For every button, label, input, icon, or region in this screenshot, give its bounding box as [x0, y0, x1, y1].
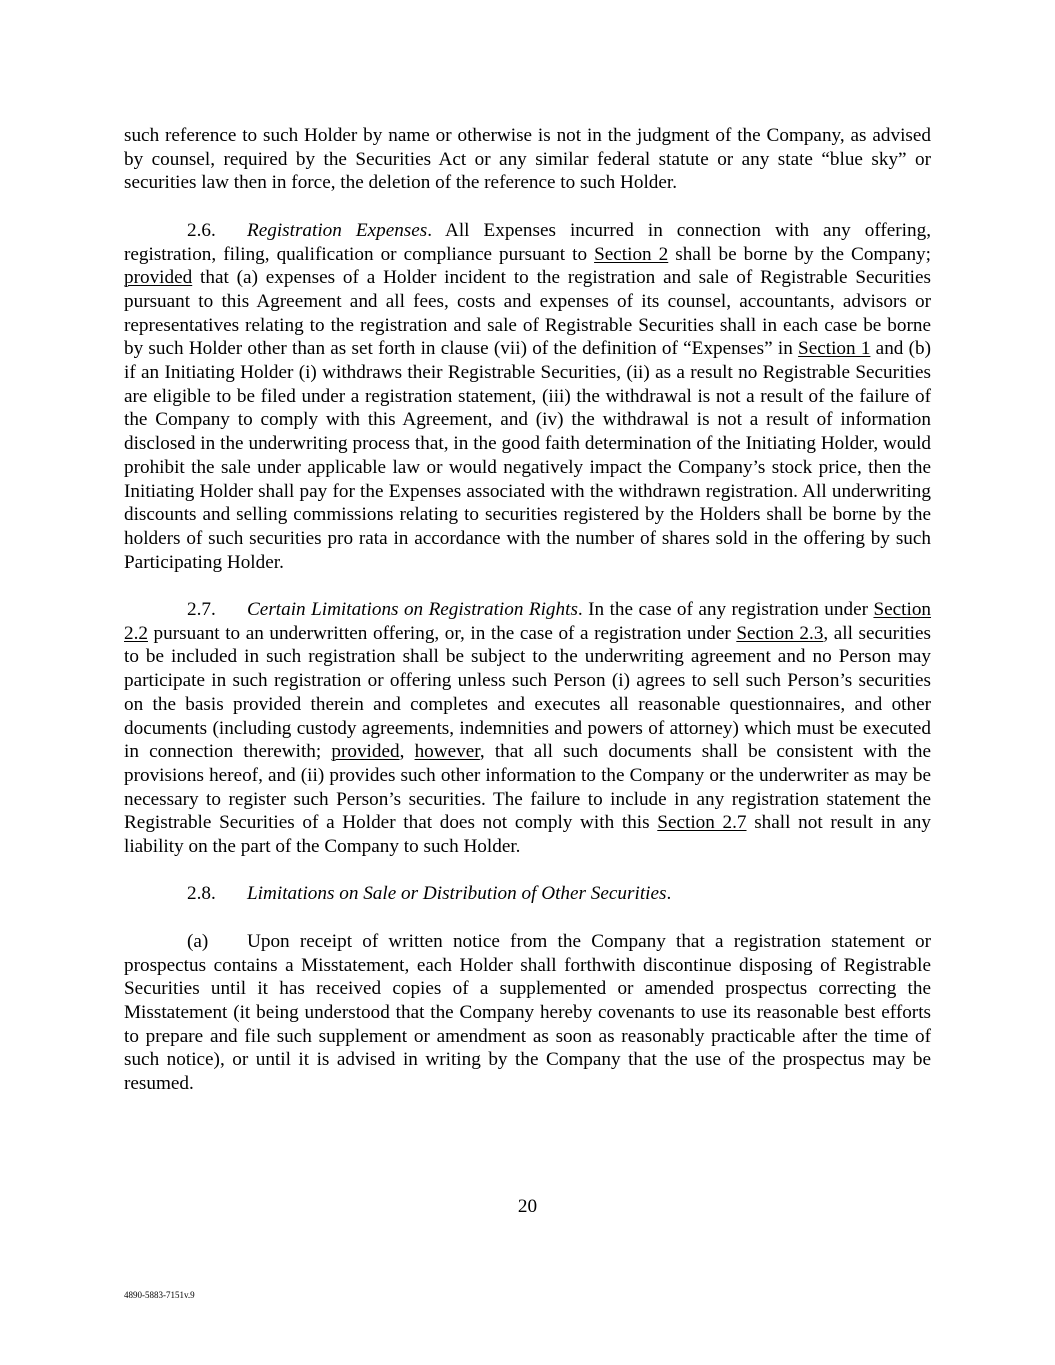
section-2-8-a-text: Upon receipt of written notice from the Company that a registration statement or prospectus contains a Misstatement, each Holder shall forthwith discontinue disposing of Registrable Securities until it has received copies of a supplemented or amended prospectus correcting the Misstatement (it being understood that the Company hereby covenants to use its reasonable best efforts to prepare and file such supplement or amendment as soon as reasonably practicable after the time of such notice), or until it is advised in writing by the Company that the use of the prospectus may be resumed. — [124, 930, 931, 1095]
section-2-7-paragraph — [124, 598, 931, 859]
section-2-6-heading: Registration Expenses — [247, 219, 428, 241]
section-2-7-number: 2.7. — [187, 599, 216, 621]
continuation-text: such reference to such Holder by name or otherwise is not in the judgment of the Company, as advised by counsel, required by the Securities Act or any similar federal statute or any state “blue sky” or securities law then in force, the deletion of the reference to such Holder. — [124, 125, 931, 194]
however-term: however — [414, 741, 480, 763]
section-2-2-reference: Section 2.2 — [124, 599, 932, 644]
section-2-6-text: and (b) if an Initiating Holder (i) withdraws their Registrable Securities, (ii) as a result no Registrable Securities are eligible to be filed under a registration statement, (iii) the withdrawal is not a result of the failure of the Company to comply with this Agreement, and (iv) the withdrawal is not a result of information disclosed in the underwriting process that, in the good faith determination of the Initiating Holder, would prohibit the sale under applicable law or would negatively impact the Company’s stock price, then the Initiating Holder shall pay for the Expenses associated with the withdrawn registration. All underwriting discounts and selling commissions relating to securities registered by the Holders shall be borne by the holders of such securities pro rata in accordance with the number of shares sold in the offering by such Participating Holder. — [124, 338, 931, 573]
section-2-7-text: shall not result in any liability on the part of the Company to such Holder. — [124, 812, 931, 858]
section-2-8-paragraph — [124, 882, 931, 906]
section-2-6-text: shall be borne by the Company; — [668, 243, 931, 265]
section-2-8-tail: . — [666, 883, 672, 905]
section-2-7-text: pursuant to an underwritten offering, or, in the case of a registration under — [147, 622, 737, 644]
section-2-8-a-label: (a) — [187, 930, 209, 952]
section-2-7-text: , all securities to be included in such registration shall be subject to the underwriting agreement and no Person may participate in such registration or offering unless such Person (i) agrees to sell such Person’s securities on the basis provided therein and completes and executes all reasonable questionnaires, and other documents (including custody agreements, indemnities and powers of attorney) which must be executed in connection therewith; — [124, 622, 931, 763]
section-2-7-heading: Certain Limitations on Registration Rights — [247, 599, 578, 621]
section-1-reference: Section 1 — [798, 338, 871, 360]
section-2-7-reference: Section 2.7 — [657, 812, 747, 834]
provided-term: provided — [331, 741, 400, 763]
document-body — [124, 124, 931, 1119]
section-2-8-a-paragraph — [124, 930, 931, 1096]
section-2-7-text: , — [399, 741, 415, 763]
section-2-reference: Section 2 — [594, 243, 669, 265]
section-2-6-number: 2.6. — [187, 219, 216, 241]
section-2-7-text: . In the case of any registration under — [577, 599, 874, 621]
section-2-8-heading: Limitations on Sale or Distribution of Other Securities — [247, 883, 667, 905]
continuation-paragraph — [124, 124, 931, 195]
document-id: 4890-5883-7151v.9 — [124, 1290, 195, 1300]
section-2-7-text: , that all such documents shall be consistent with the provisions hereof, and (ii) provides such other information to the Company or the underwriter as may be necessary to register such Person’s securities. The failure to include in any registration statement the Registrable Securities of a Holder that does not comply with this — [124, 741, 931, 834]
provided-term: provided — [124, 267, 193, 289]
page-number: 20 — [517, 1196, 538, 1217]
section-2-6-paragraph — [124, 219, 931, 575]
section-2-6-text: that (a) expenses of a Holder incident to the registration and sale of Registrable Securities pursuant to this Agreement and all fees, costs and expenses of its counsel, accountants, advisors or representatives relating to the registration and sale of Registrable Securities shall in each case be borne by such Holder other than as set forth in clause (vii) of the definition of “Expenses” in — [124, 267, 931, 360]
section-2-3-reference: Section 2.3 — [736, 622, 824, 644]
section-2-8-number: 2.8. — [187, 883, 216, 905]
section-2-6-text: . All Expenses incurred in connection with any offering, registration, filing, qualification or compliance pursuant to — [124, 219, 931, 265]
